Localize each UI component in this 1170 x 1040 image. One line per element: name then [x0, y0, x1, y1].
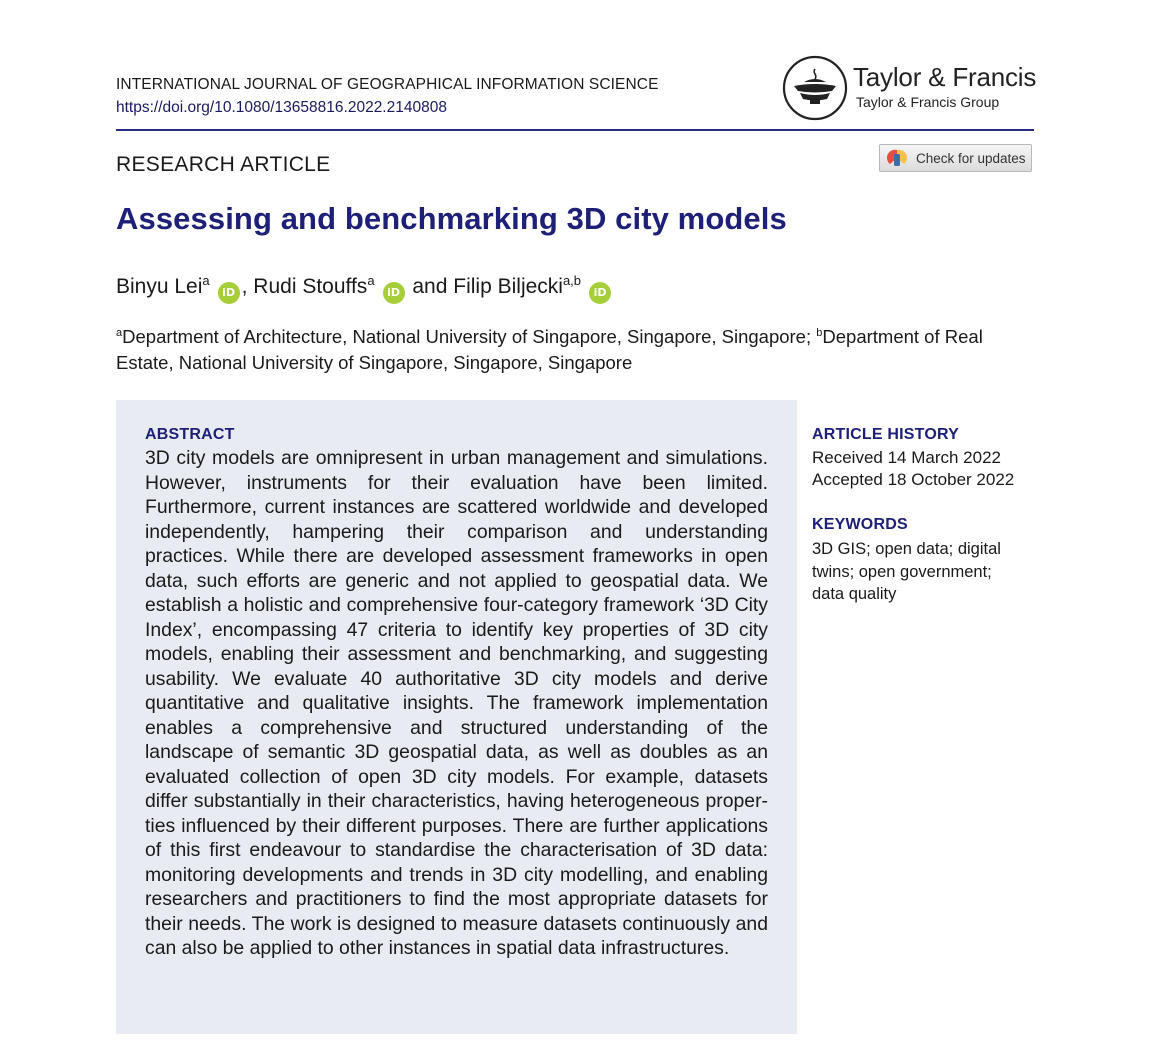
keywords-list: 3D GIS; open data; digital twins; open government; data quality	[812, 540, 1001, 603]
header-rule	[116, 129, 1034, 131]
orcid-icon[interactable]: iD	[218, 282, 240, 304]
accepted-date: Accepted 18 October 2022	[812, 470, 1015, 489]
affiliation-b: Department of Real Estate, National University of Singapore, Singapore, Singapore	[116, 326, 983, 373]
article-type: RESEARCH ARTICLE	[116, 153, 331, 176]
author-separator: ,	[241, 275, 254, 298]
lamp-logo-icon	[782, 55, 848, 121]
publisher-group: Taylor & Francis Group	[856, 94, 1000, 110]
affiliation-marker: a	[202, 273, 210, 288]
affiliation-marker-b: b	[816, 327, 823, 339]
author-separator: and	[406, 275, 454, 298]
affiliation-marker: a	[367, 273, 375, 288]
abstract-text: 3D city models are omnipresent in urban management and simulations. However, instruments for their evaluation have been limited. Furthermore, current instances are scattered worldwide and developed independently, hampering their comparison and understanding practices. While there are developed assessment frameworks in open data, such efforts are generic and not applied to geospatial data. We establish a holistic and comprehensive four-category framework ‘3D City Index’, encompassing 47 criteria to identify key properties of 3D city models, enabling their assessment and benchmarking, and suggesting usability. We evaluate 40 authoritative 3D city models and derive quantitative and qualitative insights. The framework implementation enables a comprehensive and structured understanding of the landscape of semantic 3D geospatial data, as well as doubles as an evaluated collection of open 3D city models. For example, datasets differ substantially in their characteristics, having heterogeneous properties influenced by their different purposes. There are further applications of this first endeavour to standardise the characterisation of 3D data: monitoring developments and trends in 3D city modelling, and enabling researchers and practitioners to find the most appropriate datasets for their needs. The work is designed to measure datasets continuously and can also be applied to other instances in spatial data infrastructures.	[145, 447, 768, 959]
check-updates-label: Check for updates	[916, 150, 1026, 166]
author-name[interactable]: Filip Biljecki	[453, 275, 563, 298]
received-date: Received 14 March 2022	[812, 448, 1002, 467]
journal-name: INTERNATIONAL JOURNAL OF GEOGRAPHICAL INFORMATION SCIENCE	[116, 76, 659, 93]
doi-link[interactable]: https://doi.org/10.1080/13658816.2022.2140808	[116, 99, 447, 116]
affiliation-a: Department of Architecture, National University of Singapore, Singapore, Singapore;	[122, 326, 817, 347]
orcid-icon[interactable]: iD	[589, 282, 611, 304]
author-list	[116, 273, 613, 304]
check-for-updates-button[interactable]	[879, 144, 1032, 172]
affiliation-marker: a,b	[562, 273, 582, 288]
check-updates-icon	[887, 148, 907, 168]
author-name[interactable]: Binyu Lei	[116, 275, 203, 298]
orcid-icon[interactable]: iD	[383, 282, 405, 304]
publisher-name: Taylor & Francis	[853, 62, 1037, 92]
author-name[interactable]: Rudi Stouffs	[253, 275, 368, 298]
abstract-heading: ABSTRACT	[145, 426, 235, 443]
keywords-heading: KEYWORDS	[812, 516, 908, 533]
affiliation-marker-a: a	[116, 327, 123, 339]
article-title: Assessing and benchmarking 3D city models	[116, 201, 787, 236]
affiliations	[116, 320, 1016, 376]
article-history-heading: ARTICLE HISTORY	[812, 426, 960, 443]
